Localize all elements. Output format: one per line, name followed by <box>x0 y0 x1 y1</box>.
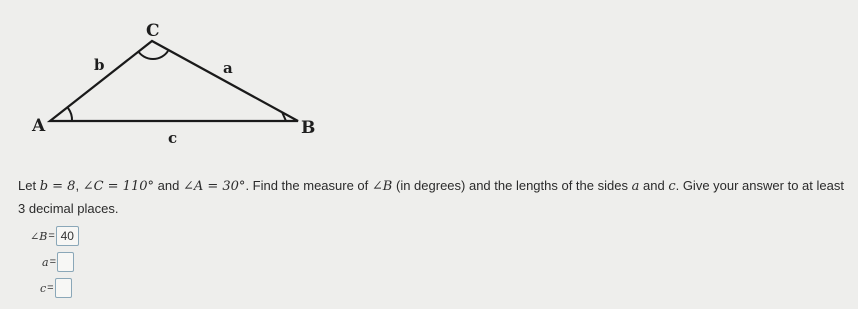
side-c-label: c <box>168 129 178 147</box>
side-a-symbol: a <box>631 179 640 194</box>
equals-sign: = <box>49 256 56 268</box>
instruction-text: . Give your answer to at least 3 decimal places. <box>18 178 844 216</box>
answer-label-angle-b: ∠B <box>30 229 48 243</box>
find-text: . Find the measure of <box>245 178 369 193</box>
answer-row-a <box>42 252 74 272</box>
and-text-1: and <box>157 178 180 193</box>
angle-b-symbol: ∠B <box>371 179 393 194</box>
side-a-label: a <box>223 59 233 77</box>
angle-b-answer-input[interactable]: 40 <box>56 226 79 246</box>
answer-row-c <box>40 278 72 298</box>
and-text-2: and <box>642 178 665 193</box>
given-angle-a: ∠A = 30° <box>182 179 246 194</box>
equals-sign: = <box>48 230 55 242</box>
triangle-diagram <box>0 0 340 165</box>
let-text: Let <box>18 178 37 193</box>
vertex-c-label: C <box>146 21 160 41</box>
answer-label-c: c <box>40 281 47 295</box>
side-c-answer-input[interactable] <box>55 278 72 298</box>
problem-statement: Let b = 8, ∠C = 110° and ∠A = 30°. Find the measure of ∠B (in degrees) and the lengths of the sides a and c. Give your answer to at least 3 decimal places. <box>18 178 844 216</box>
vertex-a-label: A <box>32 116 46 136</box>
given-b: b = 8 <box>39 179 76 194</box>
mid-text: (in degrees) and the lengths of the sides <box>395 178 628 193</box>
answer-row-angle-b <box>30 226 79 246</box>
vertex-b-label: B <box>301 118 316 138</box>
given-angle-c: ∠C = 110° <box>82 179 154 194</box>
angle-a-arc <box>68 108 72 121</box>
side-c-symbol: c <box>668 179 676 194</box>
answer-label-a: a <box>42 255 49 269</box>
triangle-outline <box>50 41 298 121</box>
angle-c-arc <box>138 51 168 59</box>
side-a-answer-input[interactable] <box>57 252 74 272</box>
side-b-label: b <box>94 56 105 74</box>
equals-sign: = <box>47 282 54 294</box>
